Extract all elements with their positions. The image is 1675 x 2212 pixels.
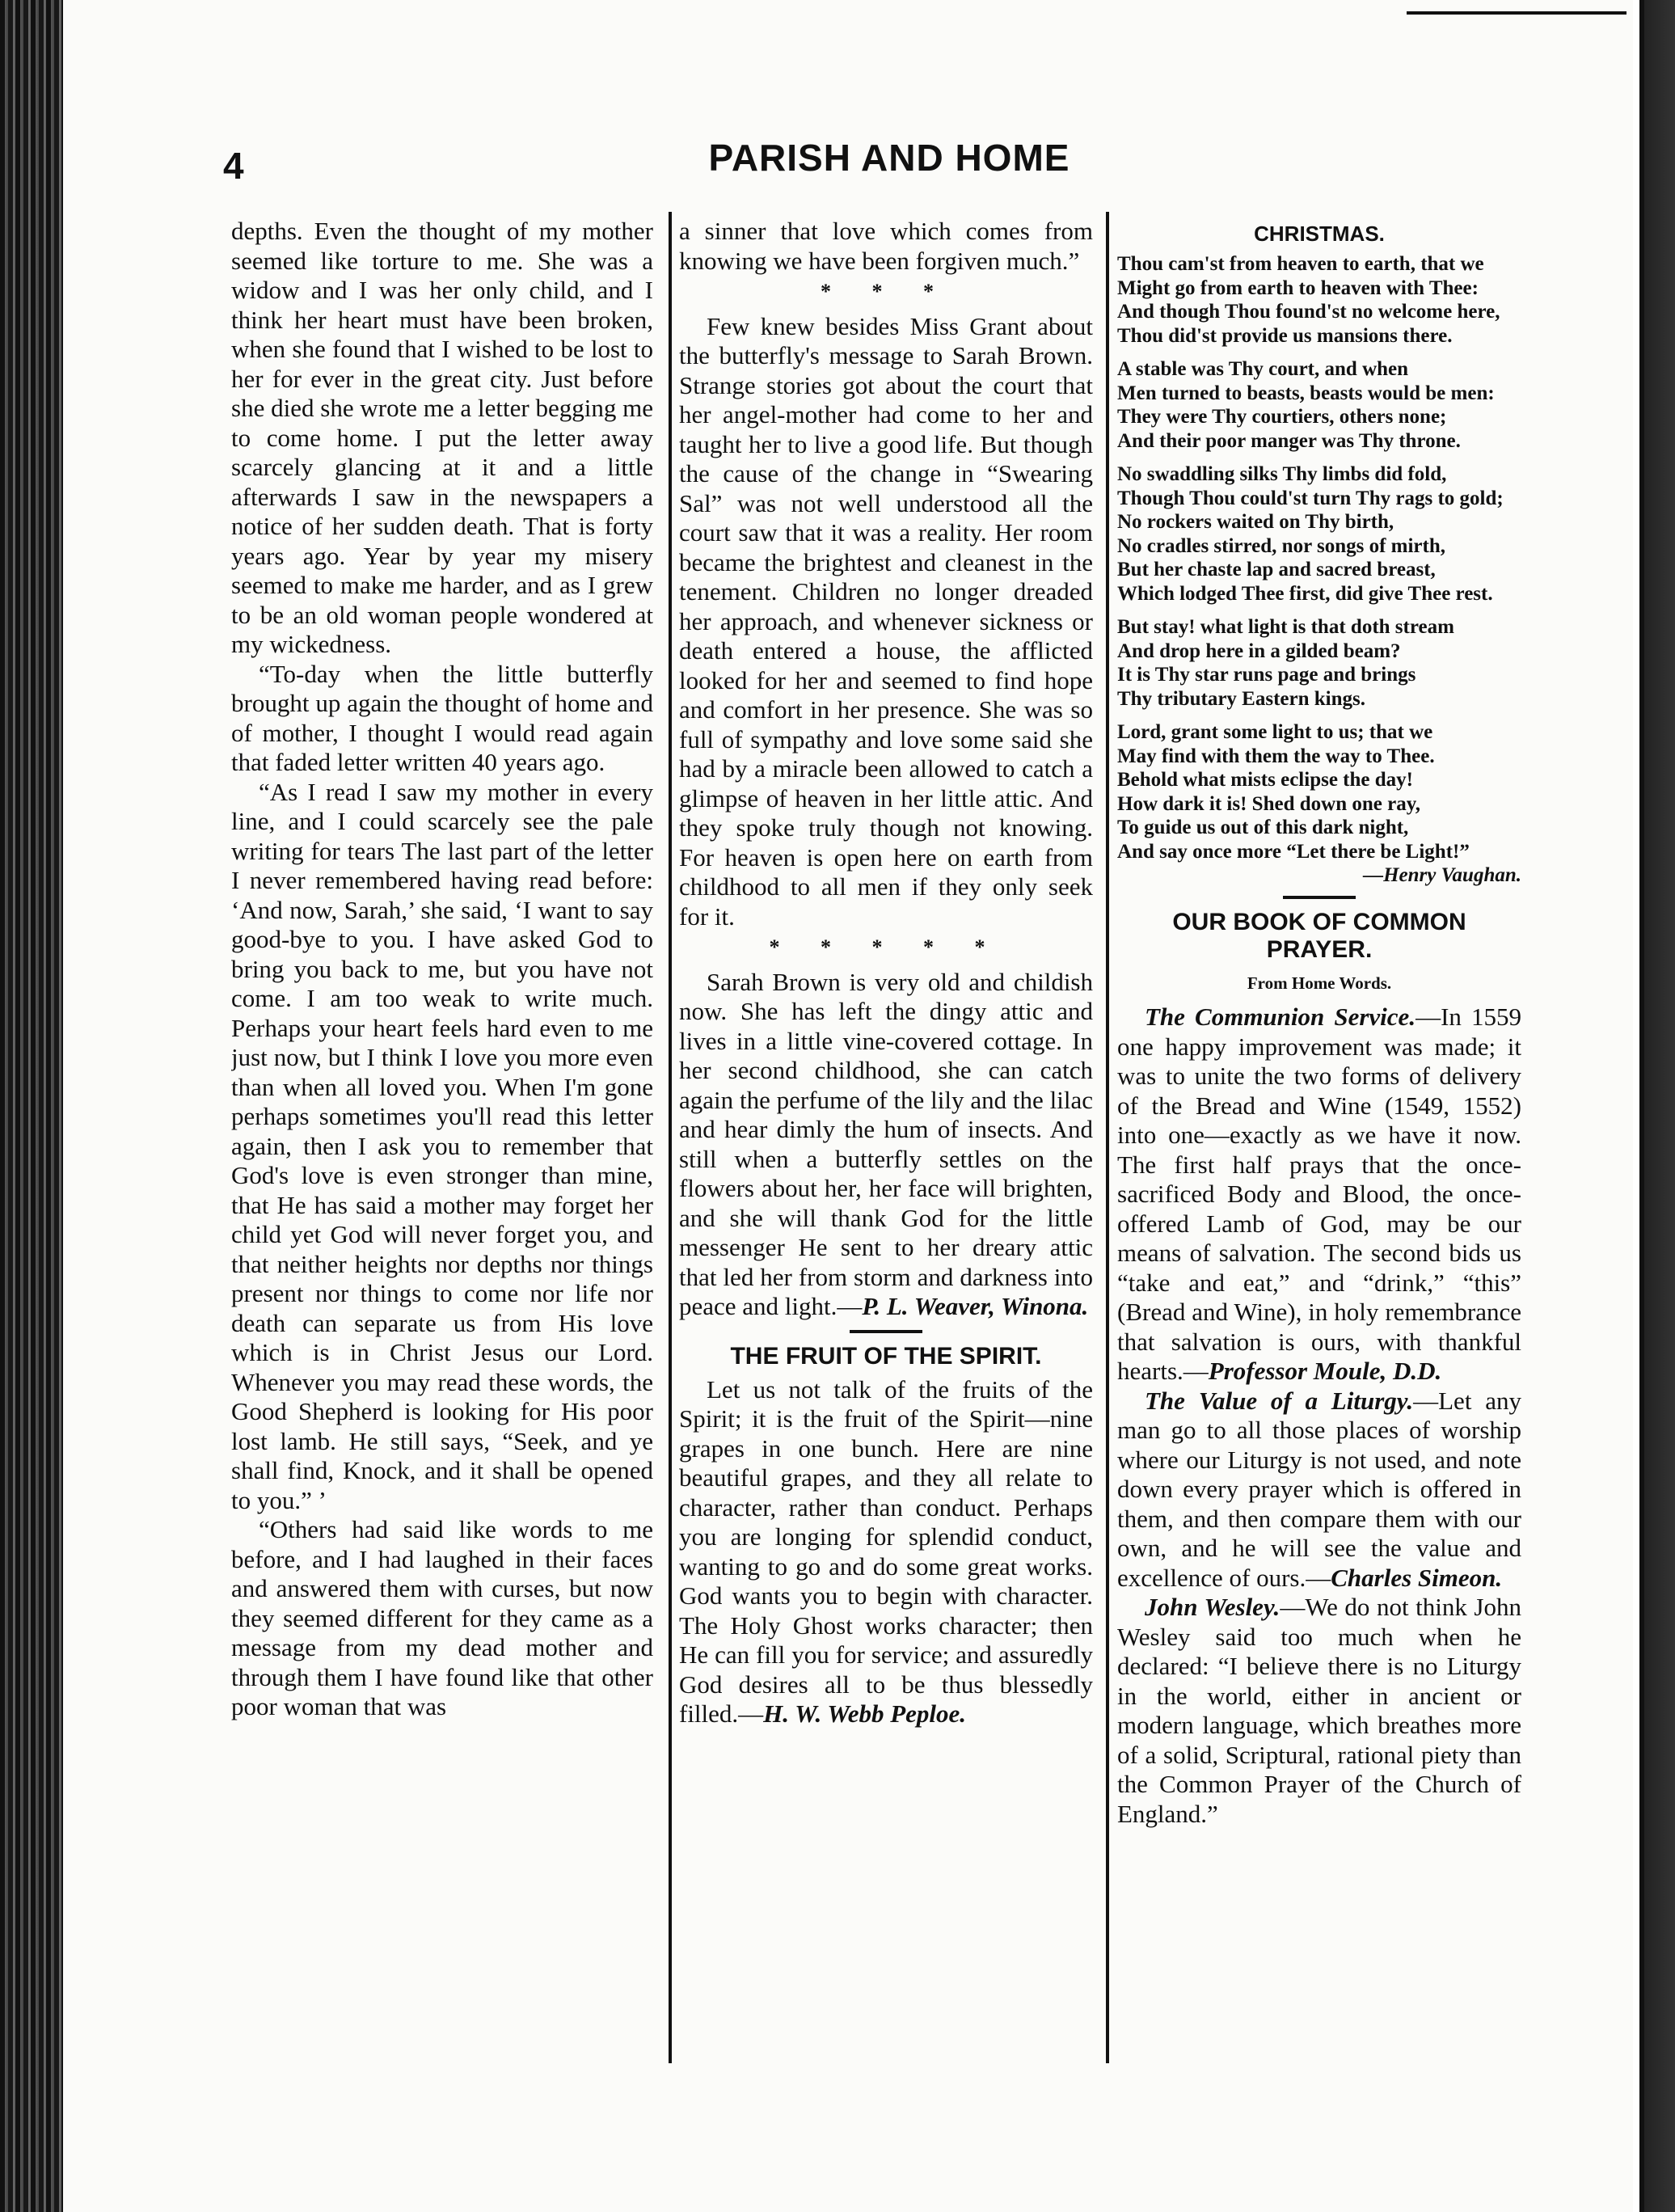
author-signature: Professor Moule, D.D. (1208, 1357, 1442, 1385)
col2-paragraph-4 (679, 1375, 1093, 1729)
run-in-heading: John Wesley. (1145, 1593, 1281, 1621)
poem-line: Men turned to beasts, beasts would be men: (1117, 382, 1495, 404)
poem-line: Though Thou could'st turn Thy rags to gold; (1117, 487, 1504, 509)
column-1 (231, 217, 653, 2068)
col2-paragraph-1: a sinner that love which comes from knowing we have been forgiven much.” (679, 217, 1093, 275)
column-divider-2 (1106, 212, 1109, 2063)
section-rule (1283, 896, 1356, 899)
col2-paragraph-4-text: Let us not talk of the fruits of the Spirit; it is the fruit of the Spirit—nine grapes in one bunch. Here are nine beautiful grapes, and they all relate to character, rather than conduct. Perhaps you are longing for splendid conduct, wanting to go and do some great works. God wants you to begin with character. The Holy Ghost works character; then He can fill you for service; and assuredly God desires all to be thus blessedly filled.— (679, 1374, 1093, 1728)
col3-paragraph-1-text: —In 1559 one happy improvement was made; it was to unite the two forms of delivery of the Bread and Wine (1549, 1552) into one—exactly as we have it now. The first half prays that the once-sacrificed Body and Blood, the once-offered Lamb of God, may be our means of salvation. The second bids us “take and eat,” and “drink,” “this” (Bread and Wine), in holy remembrance that salvation is ours, with thankful hearts.— (1117, 1003, 1521, 1385)
poem-line: How dark it is! Shed down one ray, (1117, 792, 1421, 815)
section-break-stars: * * * * * (769, 935, 1003, 959)
poem-line: Which lodged Thee first, did give Thee rest. (1117, 582, 1493, 605)
poem-line: Might go from earth to heaven with Thee: (1117, 276, 1479, 299)
running-title: PARISH AND HOME (708, 137, 1070, 179)
poem-line: And drop here in a gilded beam? (1117, 640, 1401, 662)
poem-line: They were Thy courtiers, others none; (1117, 406, 1447, 428)
poem-author: —Henry Vaughan. (1363, 864, 1521, 886)
christmas-poem-title: CHRISTMAS. (1254, 222, 1385, 246)
col2-paragraph-3 (679, 968, 1093, 1322)
poem-line: But stay! what light is that doth stream (1117, 616, 1454, 638)
poem-line: Behold what mists eclipse the day! (1117, 769, 1413, 791)
col3-paragraph-3 (1117, 1593, 1521, 1829)
page-number: 4 (223, 145, 244, 187)
page-right-edge (1633, 0, 1675, 2212)
column-divider-1 (669, 212, 672, 2063)
poem-line: But her chaste lap and sacred breast, (1117, 559, 1436, 580)
common-prayer-heading: OUR BOOK OF COMMON PRAYER. (1172, 908, 1466, 963)
poem-line: A stable was Thy court, and when (1117, 358, 1409, 380)
poem-line: Thy tributary Eastern kings. (1117, 687, 1365, 710)
poem-line: To guide us out of this dark night, (1117, 817, 1409, 838)
author-signature: Charles Simeon. (1331, 1563, 1503, 1592)
author-signature: H. W. Webb Peploe. (763, 1699, 967, 1728)
col1-paragraph-1: depths. Even the thought of my mother seemed like torture to me. She was a widow and I was her only child, and I think her heart must have been broken, when she found that I wished to be lost to her for ever in the great city. Just before she died she wrote me a letter begging me to come home. I put the letter away scarcely glancing at it and a little afterwards I saw in the newspapers a notice of her sudden death. That is forty years ago. Year by year my misery seemed to make me harder, and as I grew to be an old woman people wondered at my wickedness. (231, 217, 653, 658)
poem-line: Thou did'st provide us mansions there. (1117, 324, 1453, 347)
column-2 (679, 217, 1093, 2068)
poem-stanza (1117, 357, 1521, 453)
col3-paragraph-1 (1117, 1003, 1521, 1387)
col3-paragraph-3-text: —We do not think John Wesley said too much when he declared: “I believe there is no Liturgy in the world, either in ancient or modern language, which breathes more of a solid, Scriptural, rational piety than the Common Prayer of the Church of England.” (1117, 1593, 1521, 1828)
poem-line: And say once more “Let there be Light!” (1117, 840, 1470, 863)
poem-line: No cradles stirred, nor songs of mirth, (1117, 534, 1445, 557)
poem-stanza (1117, 252, 1521, 348)
section-rule (850, 1330, 922, 1333)
christmas-poem (1117, 252, 1521, 888)
poem-line: May find with them the way to Thee. (1117, 745, 1435, 767)
section-break-stars: * * * (821, 280, 951, 303)
col2-paragraph-3-text: Sarah Brown is very old and childish now. She has left the dingy attic and lives in a little vine-covered cottage. In her second childhood, she can catch again the perfume of the lily and the lilac and hear dimly the hum of insects. And still when a butterfly settles on the flowers about her, her face will brighten, and she will thank God for the little messenger He sent to her dreary attic that led her from storm and darkness into peace and light.— (679, 967, 1093, 1320)
page-binding-edge (0, 0, 63, 2212)
poem-line: And though Thou found'st no welcome here, (1117, 301, 1500, 323)
poem-stanza (1117, 615, 1521, 711)
col2-paragraph-2: Few knew besides Miss Grant about the butterfly's message to Sarah Brown. Strange stories got about the court that her angel-mother had come to her and taught her to live a good life. But though the cause of the change in “Swearing Sal” was not well understood all the court saw that it was a reality. Her room became the brightest and cleanest in the tenement. Children no longer dreaded her approach, and whenever sickness or death entered a house, the afflicted looked for her and seemed to find hope and comfort in her presence. She was so full of sympathy and love some said she had by a miracle been allowed to catch a glimpse of heaven in her little attic. And they spoke truly though not knowing. For heaven is open here on earth from childhood to all men if they only seek for it. (679, 311, 1093, 931)
col1-paragraph-4: “Others had said like words to me before, and I had laughed in their faces and answered them with curses, but now they seemed different for they came as a message from my dead mother and through them I have found like that other poor woman that was (231, 1515, 653, 1720)
author-signature: P. L. Weaver, Winona. (862, 1292, 1089, 1320)
col1-paragraph-2: “To-day when the little butterfly brought up again the thought of home and of mother, I thought I would read again that faded letter written 40 years ago. (231, 659, 653, 776)
poem-line: No rockers waited on Thy birth, (1117, 511, 1394, 533)
poem-stanza (1117, 462, 1521, 606)
poem-line: No swaddling silks Thy limbs did fold, (1117, 463, 1447, 485)
poem-stanza (1117, 720, 1521, 863)
col3-paragraph-2-text: —Let any man go to all those places of worship where our Liturgy is not used, and note down every prayer which is offered in them, and then compare them with our own, and he will see the value and excellence of ours.— (1117, 1386, 1521, 1592)
poem-line: Thou cam'st from heaven to earth, that we (1117, 253, 1484, 275)
poem-line: Lord, grant some light to us; that we (1117, 721, 1433, 743)
col3-paragraph-2 (1117, 1387, 1521, 1594)
fruit-of-spirit-heading: THE FRUIT OF THE SPIRIT. (730, 1342, 1042, 1370)
column-3 (1117, 217, 1521, 2068)
run-in-heading: The Value of a Liturgy. (1145, 1386, 1414, 1415)
poem-line: It is Thy star runs page and brings (1117, 664, 1416, 686)
col1-paragraph-3: “As I read I saw my mother in every line, and I could scarcely see the pale writing for tears The last part of the letter I never remembered having read before: ‘And now, Sarah,’ she said, ‘I want to say good-bye to you. I have asked God to bring you back to me, but you have not come. I am too weak to write much. Perhaps your heart feels hard even to me just now, but I think I love you more even than when all loved you. When I'm gone perhaps sometimes you'll read this letter again, then I ask you to remember that God's love is even stronger than mine, that He has said a mother may forget her child yet God will never forget you, and that neither heights nor depths nor things present nor things to come nor life nor death can separate us from His love which is in Christ Jesus our Lord. Whenever you may read these words, the Good Shepherd is looking for His poor lost lamb. He still says, “Seek, and ye shall find, Knock, and it shall be opened to you.” ’ (231, 777, 653, 1514)
source-line: From Home Words. (1247, 973, 1392, 993)
poem-line: And their poor manger was Thy throne. (1117, 429, 1461, 452)
top-edge-mark (1407, 11, 1626, 15)
run-in-heading: The Communion Service. (1145, 1003, 1416, 1031)
